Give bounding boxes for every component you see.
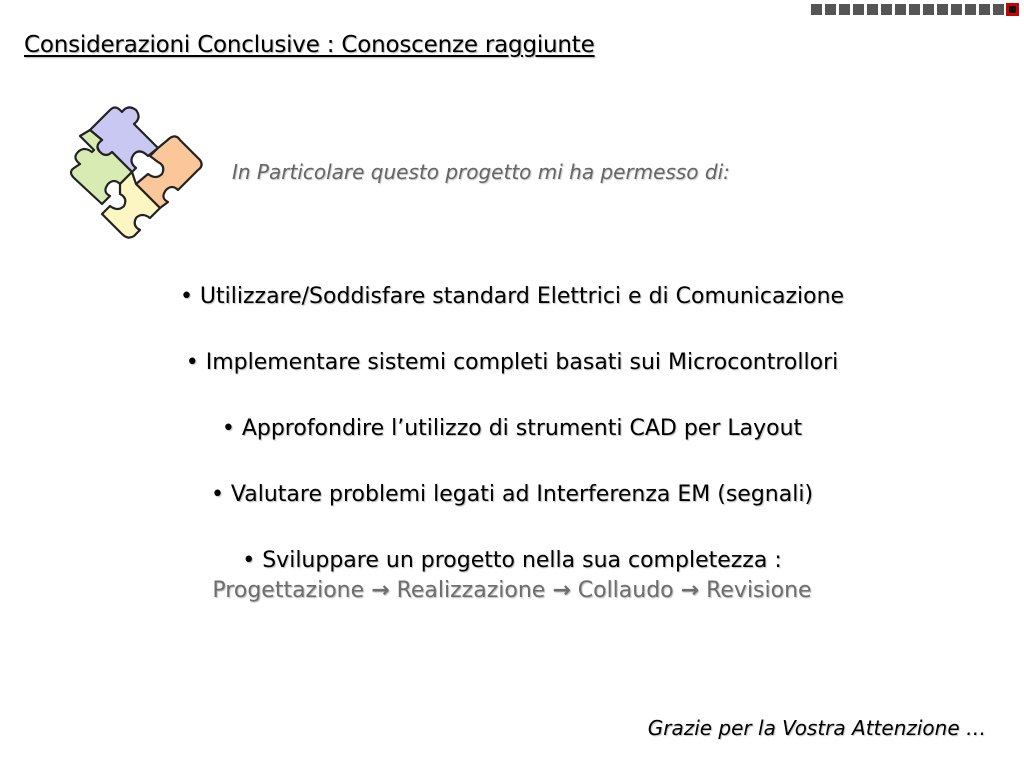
subtitle: In Particolare questo progetto mi ha permesso di: — [232, 160, 730, 184]
progress-square — [909, 4, 920, 15]
step-progettazione: Progettazione — [212, 578, 365, 603]
bullet-text: • Approfondire l’utilizzo di strumenti CAD per Layout — [221, 416, 803, 441]
right-arrow-icon: → — [552, 578, 571, 603]
progress-square — [993, 4, 1004, 15]
progress-square — [839, 4, 850, 15]
progress-square — [951, 4, 962, 15]
progress-square — [937, 4, 948, 15]
bullet-text: • Utilizzare/Soddisfare standard Elettrici e di Comunicazione — [179, 284, 845, 309]
closing-message: Grazie per la Vostra Attenzione … — [647, 716, 986, 740]
progress-square-current — [1007, 4, 1018, 15]
progress-square — [867, 4, 878, 15]
progress-square — [881, 4, 892, 15]
progress-square — [965, 4, 976, 15]
progress-square — [923, 4, 934, 15]
progress-square — [853, 4, 864, 15]
bullet-item — [0, 282, 1024, 312]
bullet-list — [0, 282, 1024, 642]
right-arrow-icon: → — [371, 578, 390, 603]
bullet-text: • Implementare sistemi completi basati sui Microcontrollori — [185, 350, 839, 375]
slide-progress-indicator — [811, 4, 1018, 15]
step-collaudo: Collaudo — [577, 578, 674, 603]
puzzle-icon — [60, 100, 205, 240]
bullet-item — [0, 348, 1024, 378]
progress-square — [895, 4, 906, 15]
right-arrow-icon: → — [680, 578, 700, 603]
bullet-text: • Sviluppare un progetto nella sua completezza : — [242, 548, 782, 573]
bullet-item — [0, 414, 1024, 444]
bullet-item — [0, 480, 1024, 510]
step-revisione: Revisione — [706, 578, 812, 603]
step-realizzazione: Realizzazione — [396, 578, 546, 603]
progress-square — [825, 4, 836, 15]
progress-square — [811, 4, 822, 15]
process-steps — [0, 576, 1024, 606]
bullet-text: • Valutare problemi legati ad Interferenza EM (segnali) — [210, 482, 814, 507]
bullet-item — [0, 546, 1024, 606]
page-title: Considerazioni Conclusive : Conoscenze raggiunte — [24, 32, 595, 58]
progress-square — [979, 4, 990, 15]
